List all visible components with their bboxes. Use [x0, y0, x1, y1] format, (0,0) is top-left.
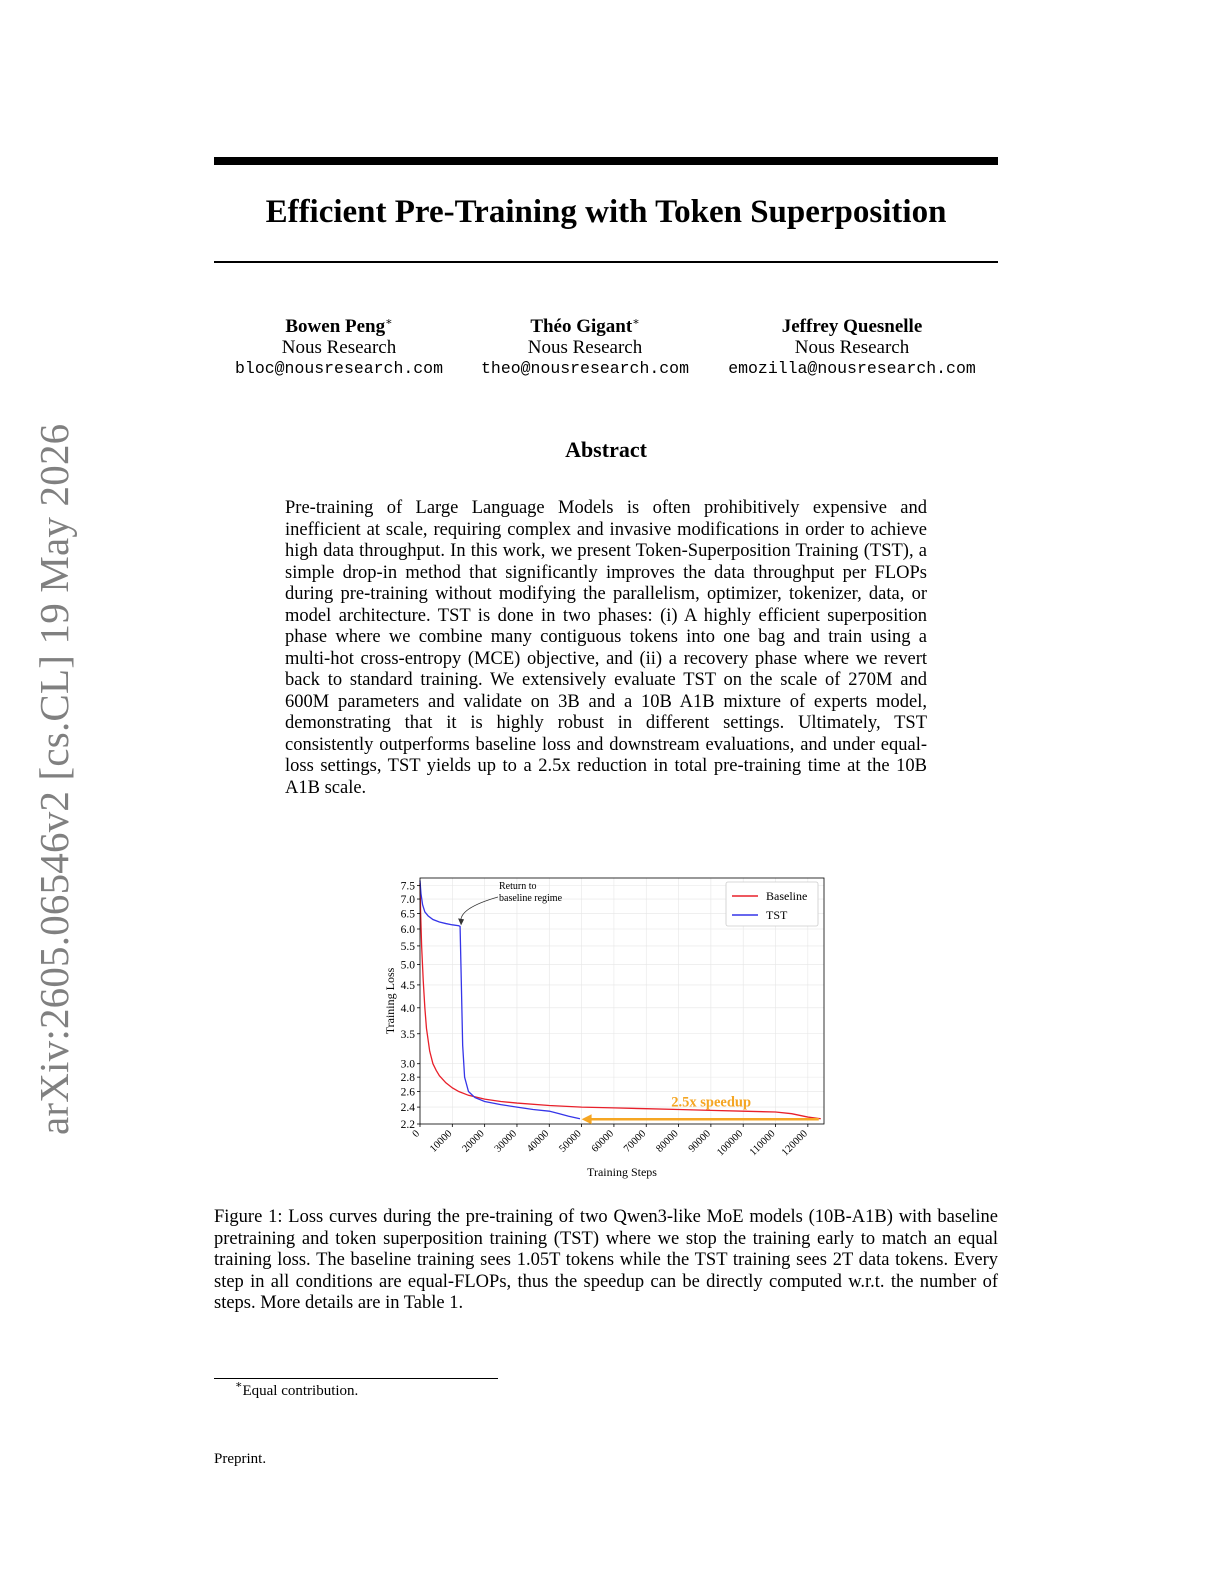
legend-label-baseline: Baseline: [766, 889, 808, 903]
x-tick-label: 90000: [686, 1128, 714, 1155]
y-tick-label: 2.6: [400, 1086, 415, 1099]
x-tick-label: 30000: [492, 1128, 520, 1155]
annotation-return-label: baseline regime: [499, 893, 563, 904]
x-axis-label: Training Steps: [587, 1165, 657, 1179]
x-tick-label: 110000: [747, 1128, 778, 1159]
annotation-return-arrow: [461, 897, 498, 922]
x-tick-label: 20000: [460, 1128, 487, 1155]
speedup-label: 2.5x speedup: [671, 1094, 752, 1111]
title-bottom-rule: [214, 261, 998, 263]
paper-title: Efficient Pre-Training with Token Superposition: [265, 194, 947, 230]
author-name: Jeffrey Quesnelle: [781, 316, 923, 337]
series-line-tst: [420, 881, 580, 1119]
legend-label-tst: TST: [766, 908, 788, 922]
y-tick-label: 7.5: [400, 880, 415, 893]
equal-contribution-mark: ∗: [632, 316, 640, 328]
author-affiliation: Nous Research: [794, 337, 910, 358]
x-tick-label: 60000: [589, 1128, 617, 1155]
author-email[interactable]: theo@nousresearch.com: [481, 359, 689, 378]
y-tick-label: 2.2: [400, 1119, 415, 1131]
x-tick-label: 10000: [428, 1128, 455, 1155]
x-tick-label: 70000: [622, 1128, 649, 1155]
footnote-mark: ∗: [235, 1379, 243, 1391]
x-tick-label: 120000: [779, 1128, 810, 1159]
annotation-return-arrowhead: [458, 918, 464, 925]
equal-contribution-mark: ∗: [385, 316, 393, 328]
annotation-return-label: Return to: [499, 881, 537, 892]
footnote: [235, 1379, 359, 1400]
title-top-rule: [214, 157, 998, 165]
x-tick-label: 50000: [557, 1128, 584, 1155]
arxiv-identifier: arXiv:2605.06546v2 [cs.CL] 19 May 2026: [31, 423, 77, 1135]
author-name: Théo Gigant: [530, 316, 633, 337]
figure-caption: Figure 1: Loss curves during the pre-training of two Qwen3-like MoE models (10B-A1B) with baseline pretraining and token superposition training (TST) where we stop the training early to match an equal training loss. The baseline training sees 1.05T tokens while the TST training sees 2T data tokens. Every step in all conditions are equal-FLOPs, thus the speedup can be directly computed w.r.t. the number of steps. More details are in Table 1.: [214, 1207, 998, 1313]
y-axis-label: Training Loss: [383, 967, 397, 1035]
author-email[interactable]: emozilla@nousresearch.com: [728, 359, 976, 378]
y-tick-label: 2.8: [400, 1072, 415, 1085]
footnote-text: Equal contribution.: [242, 1383, 359, 1399]
y-tick-label: 5.0: [400, 959, 415, 972]
x-tick-label: 80000: [654, 1128, 681, 1155]
y-tick-label: 3.0: [400, 1058, 415, 1071]
chart-legend: [726, 882, 818, 926]
loss-curve-chart: [378, 868, 838, 1188]
figure-1: [378, 868, 838, 1188]
author-email[interactable]: bloc@nousresearch.com: [235, 359, 443, 378]
x-tick-label: 100000: [715, 1128, 746, 1159]
author-affiliation: Nous Research: [527, 337, 643, 358]
author-name: Bowen Peng: [285, 316, 386, 337]
abstract-body: Pre-training of Large Language Models is often prohibitively expensive and inefficient at scale, requiring complex and invasive modifications in order to achieve high data throughput. In this work, we present Token-Superposition Training (TST), a simple drop-in method that significantly improves the data throughput per FLOPs during pre-training without modifying the parallelism, optimizer, tokenizer, data, or model architecture. TST is done in two phases: (i) A highly efficient superposition phase where we combine many contiguous tokens into one bag and train using a multi-hot cross-entropy (MCE) objective, and (ii) a recovery phase where we revert back to standard training. We extensively evaluate TST on the scale of 270M and 600M parameters and validate on 3B and a 10B A1B mixture of experts model, demonstrating that it is highly robust in different settings. Ultimately, TST consistently outperforms baseline loss and downstream evaluations, and under equal-loss settings, TST yields up to a 2.5x reduction in total pre-training time at the 10B A1B scale.: [285, 498, 927, 798]
preprint-label: Preprint.: [214, 1451, 267, 1467]
x-tick-label: 40000: [525, 1128, 552, 1155]
y-tick-label: 7.0: [400, 894, 415, 907]
author-affiliation: Nous Research: [281, 337, 397, 358]
y-tick-label: 6.5: [400, 908, 415, 921]
author-block-2: [464, 316, 706, 379]
y-tick-label: 3.5: [400, 1028, 415, 1041]
y-tick-label: 6.0: [400, 923, 415, 936]
y-tick-label: 4.0: [400, 1002, 415, 1015]
speedup-arrowhead: [582, 1114, 592, 1124]
y-tick-label: 5.5: [400, 940, 415, 953]
abstract-heading: Abstract: [565, 437, 647, 462]
x-tick-label: 0: [410, 1128, 423, 1140]
author-block-1: [214, 316, 464, 379]
author-block-3: [706, 316, 998, 379]
y-tick-label: 2.4: [400, 1102, 415, 1115]
footnote-rule: [214, 1378, 498, 1379]
y-tick-label: 4.5: [400, 979, 415, 992]
